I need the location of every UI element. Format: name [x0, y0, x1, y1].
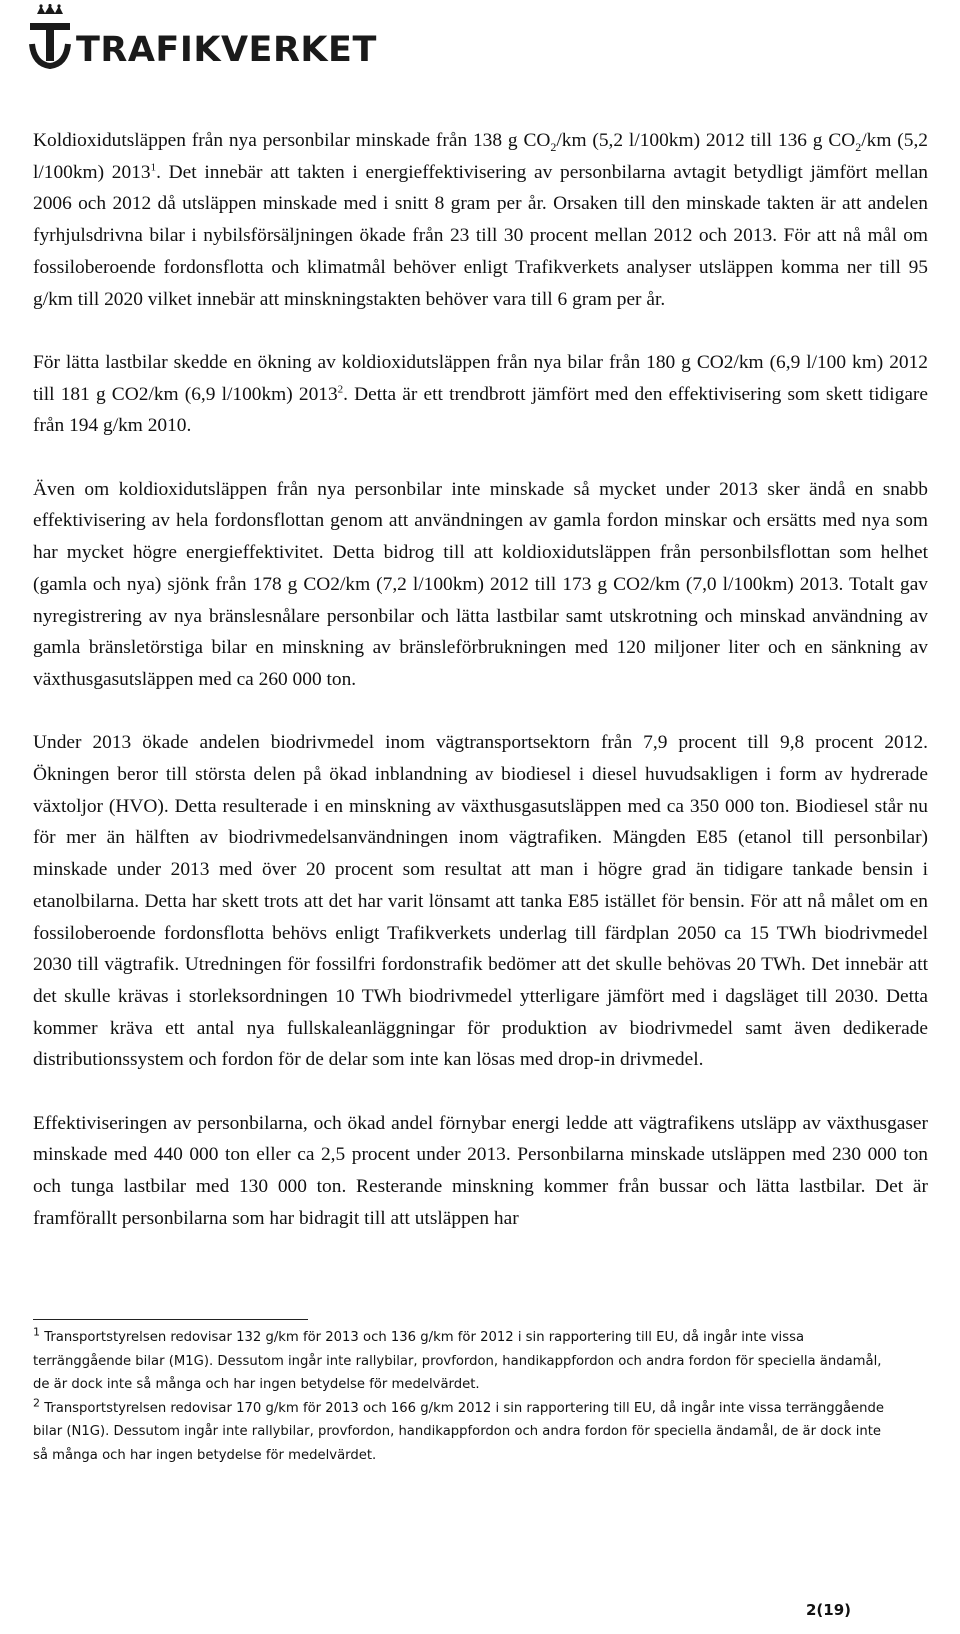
- footnote-ref-1[interactable]: 1: [150, 161, 157, 174]
- footnote-separator: [33, 1319, 308, 1320]
- body-text: [33, 125, 928, 1235]
- footnote-1: $^1$ Transportstyrelsen redovisar 132 g/km för 2013 och 136 g/km för 2012 i sin rapportering till EU, då ingår inte vissa terränggående bilar (M1G). Dessutom ingår inte rallybilar, provfordon, handikappfordon och andra fordon för speciella ändamål, de är dock inte så många och har ingen betydelse för medelvärdet.: [33, 1325, 882, 1392]
- page-number: 2(19): [806, 1601, 852, 1619]
- footnote-ref-2[interactable]: 2: [337, 383, 344, 396]
- paragraph-4: Under 2013 ökade andelen biodrivmedel inom vägtransportsektorn från 7,9 procent till 9,8 procent 2012. Ökningen beror till största delen på ökad inblandning av biodiesel i diesel huvudsakligen i form av hydrerade växtoljor (HVO). Detta resulterade i en minskning av växthusgasutsläppen med ca 350 000 ton. Biodiesel står nu för mer än hälften av biodrivmedelsanvändningen inom vägtrafiken. Mängden E85 (etanol till personbilar) minskade under 2013 med över 20 procent som resultat att man i högre grad än tidigare tankade bensin i etanolbilarna. Detta har skett trots att det har varit lönsamt att tanka E85 istället för bensin. För att nå målet om en fossiloberoende fordonsflotta behövs enligt Trafikverkets underlag till färdplan 2050 ca 15 TWh biodrivmedel 2030 till vägtrafik. Utredningen för fossilfri fordonstrafik bedömer att det skulle behövas 20 TWh. Det innebär att det skulle krävas i storleksordningen 10 TWh biodrivmedel ytterligare jämfört med i dagsläget till 2030. Detta kommer kräva ett antal nya fullskaleanläggningar för produktion av biodrivmedel samt även dedikerade distributionssystem och fordon för de delar som inte kan lösas med drop-in drivmedel.: [33, 732, 928, 1071]
- trafikverket-logo: [28, 4, 377, 70]
- paragraph-3: Även om koldioxidutsläppen från nya personbilar inte minskade så mycket under 2013 sker ändå en snabb effektivisering av hela fordonsflottan genom att användningen av gamla fordon minskar och ersätts med nya som har mycket högre energieffektivitet. Detta bidrog till att koldioxidutsläppen från personbilsflottan som helhet (gamla och nya) sjönk från 178 g CO2/km (7,2 l/100km) 2012 till 173 g CO2/km (7,0 l/100km) 2013. Totalt gav nyregistrering av nya bränslesnålare personbilar och lätta lastbilar samt utskrotning och minskad användning av gamla bränsletörstiga bilar en minskning av bränsleförbrukningen med 120 miljoner liter och en sänkning av växthusgasutsläppen med ca 260 000 ton.: [33, 478, 928, 690]
- crown-anchor-icon: [28, 4, 72, 70]
- footnotes: [33, 1326, 893, 1467]
- footnote-2: $^2$ Transportstyrelsen redovisar 170 g/km för 2013 och 166 g/km 2012 i sin rapportering till EU, då ingår inte vissa terränggående bilar (N1G). Dessutom ingår inte rallybilar, provfordon, handikappfordon och andra fordon för speciella ändamål, de är dock inte så många och har ingen betydelse för medelvärdet.: [33, 1396, 885, 1463]
- paragraph-5: Effektiviseringen av personbilarna, och ökad andel förnybar energi ledde att vägtrafikens utsläpp av växthusgaser minskade med 440 000 ton eller ca 2,5 procent under 2013. Personbilarna minskade utsläppen med 230 000 ton och tunga lastbilar med 130 000 ton. Resterande minskning kommer från bussar och lätta lastbilar. Det är framförallt personbilarna som har bidragit till att utsläppen har: [33, 1112, 928, 1229]
- paragraph-2: För lätta lastbilar skedde en ökning av koldioxidutsläppen från nya bilar från 180 g CO2/km (6,9 l/100 km) 2012 till 181 g CO2/km (6,9 l/100km) 2013$^2$. Detta är ett trendbrott jämfört med den effektivisering som skett tidigare från 194 g/km 2010.: [33, 351, 928, 437]
- paragraph-1: Koldioxidutsläppen från nya personbilar minskade från 138 g $CO_2/km$ (5,2 l/100km) 2012 till 136 g $CO_2/km$ (5,2 l/100km) 2013$^1$. Det innebär att takten i energieffektivisering av personbilarna avtagit betydligt jämfört mellan 2006 och 2012 då utsläppen minskade med i snitt 8 gram per år. Orsaken till den minskade takten är att andelen fyrhjulsdrivna bilar i nybilsförsäljningen ökade från 23 till 30 procent mellan 2012 och 2013. För att nå mål om fossiloberoende fordonsflotta och klimatmål behöver enligt Trafikverkets analyser utsläppen komma ner till 95 g/km till 2020 vilket innebär att minskningstakten behöver vara till 6 gram per år.: [33, 130, 928, 310]
- logo-wordmark: TRAFIKVERKET: [76, 30, 377, 70]
